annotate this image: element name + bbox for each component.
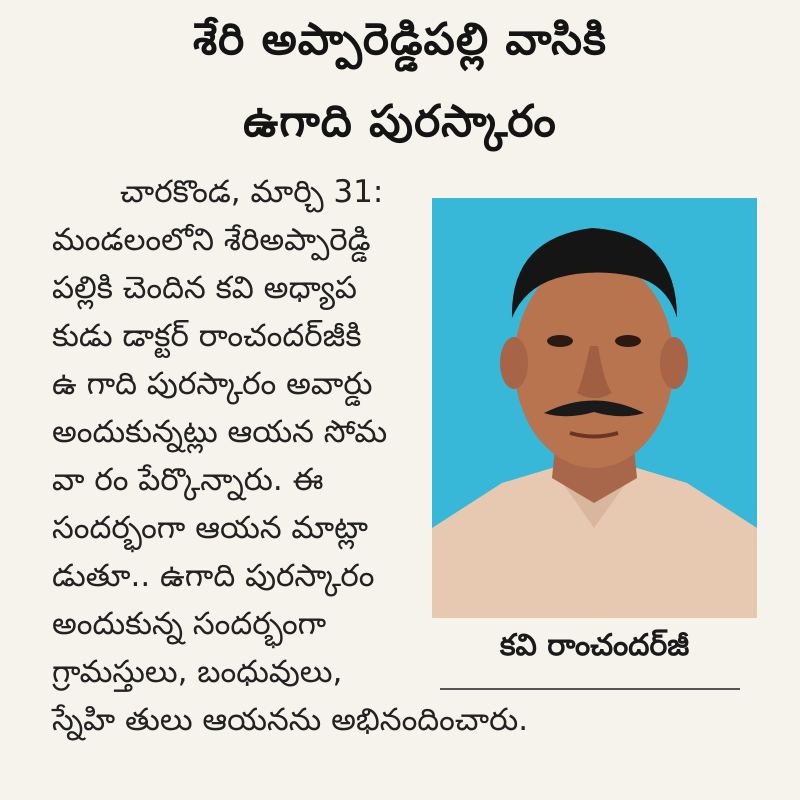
body-line-11: గ్రామస్తులు, బంధువులు, <box>52 654 343 690</box>
body-line-9: డుతూ.. ఉగాది పురస్కారం <box>52 558 375 594</box>
body-line-7: వా రం పేర్కొన్నారు. ఈ <box>52 462 324 498</box>
photo-caption: కవి రాంచందర్‌జీ <box>499 628 690 663</box>
portrait-photo <box>432 198 757 618</box>
body-line-3: పల్లికి చెందిన కవి అధ్యాప <box>52 270 357 306</box>
body-line-4: కుడు డాక్టర్ రాంచందర్‌జీకి <box>52 318 362 354</box>
body-line-5: ఉ గాది పురస్కారం అవార్డు <box>52 366 373 402</box>
headline-line-1: శేరి అప్పారెడ్డిపల్లి వాసికి <box>192 14 608 65</box>
headline-line-2: ఉగాది పురస్కారం <box>243 96 557 147</box>
body-line-2: మండలంలోని శేరిఅప్పారెడ్డి <box>52 222 371 258</box>
caption-divider <box>440 688 740 690</box>
body-line-12: స్నేహి తులు ఆయనను అభినందించారు. <box>52 702 529 738</box>
body-line-10: అందుకున్న సందర్భంగా <box>52 606 327 642</box>
body-line-6: అందుకున్నట్లు ఆయన సోమ <box>52 414 388 450</box>
body-line-1: చారకొండ, మార్చి 31: <box>120 174 384 210</box>
portrait-illustration <box>432 198 757 618</box>
body-line-8: సందర్భంగా ఆయన మాట్లా <box>52 510 369 546</box>
